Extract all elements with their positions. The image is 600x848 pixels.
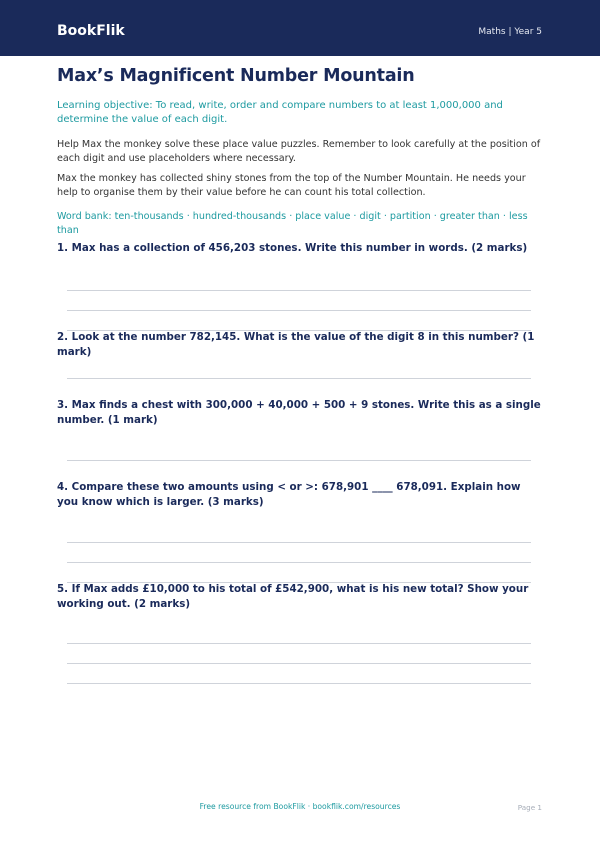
answer-line[interactable] [67, 542, 531, 543]
page-number: Page 1 [517, 803, 542, 812]
header-bar [0, 0, 600, 56]
page-title: Max’s Magnificent Number Mountain [57, 66, 415, 86]
answer-line[interactable] [67, 310, 531, 311]
question-4: 4. Compare these two amounts using < or >: 678,901 ____ 678,091. Explain how you know which is larger. (3 marks) [57, 481, 521, 508]
answer-line[interactable] [67, 683, 531, 684]
answer-line[interactable] [67, 663, 531, 664]
intro-paragraph-2: Max the monkey has collected shiny stones from the top of the Number Mountain. He needs your help to organise them by their value before he can count his total collection. [57, 173, 526, 198]
question-5: 5. If Max adds £10,000 to his total of £542,900, what is his new total? Show your working out. (2 marks) [57, 583, 529, 610]
brand-logo[interactable]: BookFlik [57, 23, 125, 39]
answer-line[interactable] [67, 290, 531, 291]
footer-credit[interactable]: Free resource from BookFlik · bookflik.com/resources [199, 802, 401, 811]
question-2: 2. Look at the number 782,145. What is the value of the digit 8 in this number? (1 mark) [57, 331, 535, 358]
answer-line[interactable] [67, 460, 531, 461]
intro-paragraph-1: Help Max the monkey solve these place value puzzles. Remember to look carefully at the position of each digit and use placeholders where necessary. [57, 139, 541, 164]
answer-line[interactable] [67, 562, 531, 563]
question-1: 1. Max has a collection of 456,203 stones. Write this number in words. (2 marks) [57, 242, 528, 254]
answer-line[interactable] [67, 378, 531, 379]
learning-objective: Learning objective: To read, write, order and compare numbers to at least 1,000,000 and determine the value of each digit. [57, 100, 503, 125]
answer-line[interactable] [67, 643, 531, 644]
word-bank: Word bank: ten-thousands · hundred-thousands · place value · digit · partition · greater than · less than [57, 211, 528, 236]
question-3: 3. Max finds a chest with 300,000 + 40,000 + 500 + 9 stones. Write this as a single number. (1 mark) [57, 399, 541, 426]
subject-year-label: Maths | Year 5 [478, 27, 542, 37]
